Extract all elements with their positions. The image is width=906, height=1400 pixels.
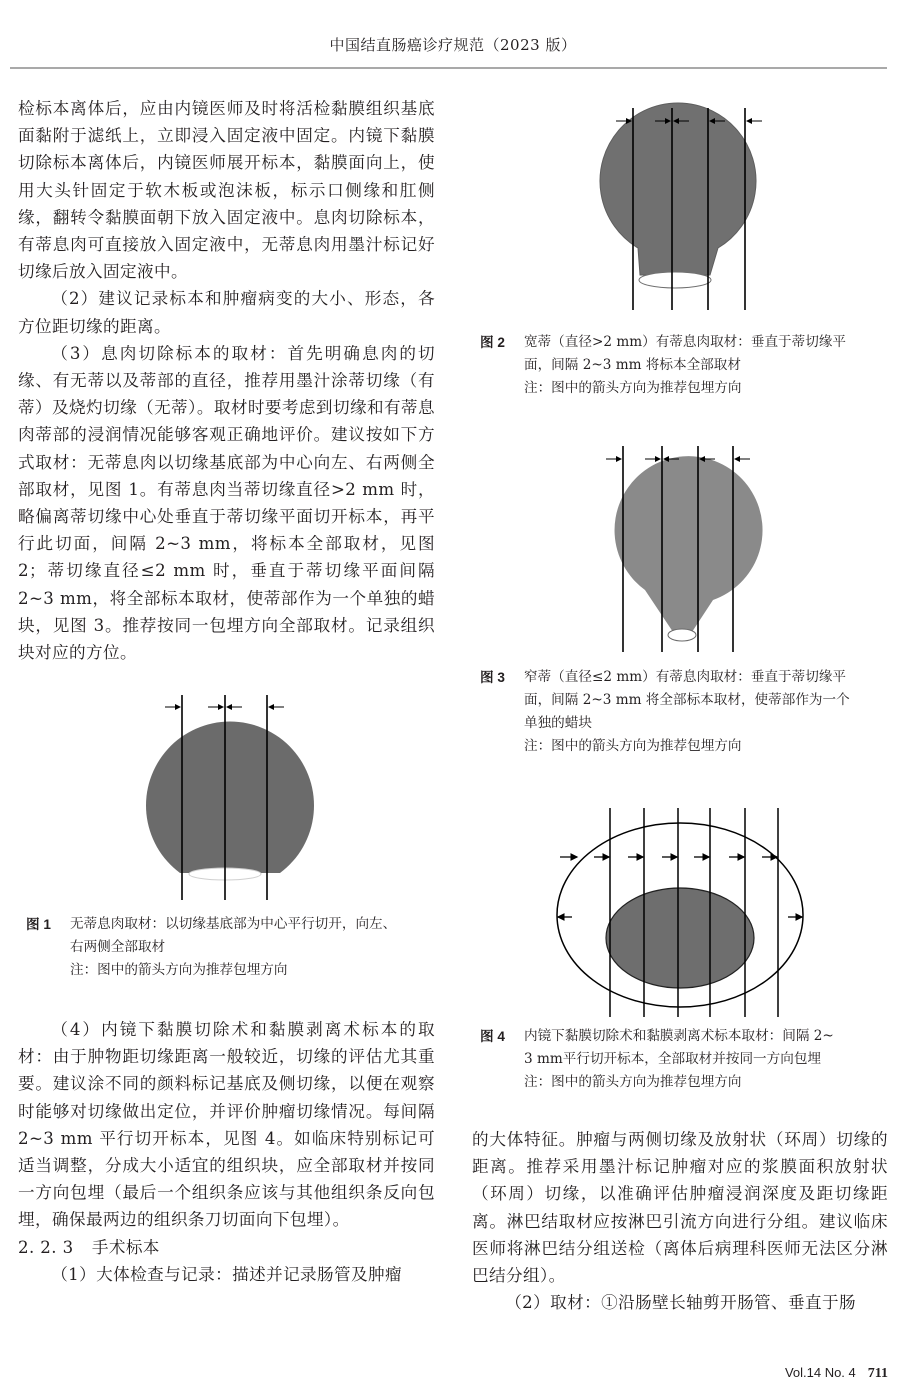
figure-3-diagram (595, 440, 770, 655)
left-column-bottom (18, 1016, 435, 1288)
sessile-polyp-shape (146, 722, 314, 873)
figure-note: 注：图中的箭头方向为推荐包埋方向 (70, 962, 288, 978)
caption-line: 右两侧全部取材 (70, 939, 166, 955)
paragraph-intro: 检标本离体后，应由内镜医师及时将活检黏膜组织基底面黏附于滤纸上，立即浸入固定液中固定。内镜下黏膜切除标本离体后，内镜医师展开标本，黏膜面向上，使用大头针固定于软木板或泡沫板，标示口侧缘和肛侧缘，翻转令黏膜面朝下放入固定液中。息肉切除标本，有蒂息肉可直接放入固定液中，无蒂息肉用墨汁标记好切缘后放入固定液中。 (18, 99, 435, 282)
figure-4-diagram (550, 805, 810, 1020)
figure-1-caption (26, 913, 436, 982)
caption-line: 单独的蜡块 (524, 715, 592, 731)
section-number: 2. 2. 3 (18, 1237, 74, 1257)
caption-line: 面，间隔 2~3 mm 将全部标本取材，使蒂部作为一个 (524, 692, 850, 708)
page-number: 711 (867, 1366, 888, 1381)
figure-note: 注：图中的箭头方向为推荐包埋方向 (524, 738, 742, 754)
figure-note: 注：图中的箭头方向为推荐包埋方向 (524, 1074, 742, 1090)
figure-label: 图 1 (26, 917, 51, 932)
figure-label: 图 2 (480, 335, 505, 350)
caption-line: 3 mm平行切开标本，全部取材并按同一方向包埋 (524, 1051, 822, 1067)
caption-line: 宽蒂（直径>2 mm）有蒂息肉取材：垂直于蒂切缘平 (524, 334, 847, 350)
figure-label: 图 3 (480, 670, 505, 685)
paragraph-2: （2）建议记录标本和肿瘤病变的大小、形态，各方位距切缘的距离。 (18, 289, 435, 336)
figure-note: 注：图中的箭头方向为推荐包埋方向 (524, 380, 742, 396)
figure-2-caption (480, 331, 890, 400)
caption-line: 无蒂息肉取材：以切缘基底部为中心平行切开，向左、 (70, 916, 397, 932)
left-column-top (18, 95, 435, 666)
section-title: 手术标本 (91, 1237, 160, 1257)
journal-header-title: 中国结直肠癌诊疗规范（2023 版） (329, 36, 577, 54)
caption-line: 内镜下黏膜切除术和黏膜剥离术标本取材：间隔 2~ (524, 1028, 834, 1044)
figure-2-diagram (590, 100, 770, 315)
narrow-stalk-polyp-shape (615, 456, 763, 635)
caption-line: 面，间隔 2~3 mm 将标本全部取材 (524, 357, 741, 373)
figure-3-caption (480, 666, 890, 758)
figure-4-caption (480, 1025, 890, 1094)
section-heading (18, 1234, 435, 1261)
page-footer (785, 1365, 888, 1382)
figure-1-diagram (130, 690, 330, 910)
paragraph-3: （3）息肉切除标本的取材：首先明确息肉的切缘、有无蒂以及蒂部的直径，推荐用墨汁涂蒂切缘（有蒂）及烧灼切缘（无蒂）。取材时要考虑到切缘和有蒂息肉蒂部的浸润情况能够客观正确地评价。建议按如下方式取材：无蒂息肉以切缘基底部为中心向左、右两侧全部取材，见图 1。有蒂息肉当蒂切缘直径>2 mm 时，略偏离蒂切缘中心处垂直于蒂切缘平面切开标本，再平行此切面，间隔 2~3 mm，将标本全部取材，见图 2；蒂切缘直径≤2 mm 时，垂直于蒂切缘平面间隔 2~3 mm，将全部标本取材，使蒂部作为一个单独的蜡块，见图 3。推荐按同一包埋方向全部取材。记录组织块对应的方位。 (18, 343, 435, 663)
caption-line: 窄蒂（直径≤2 mm）有蒂息肉取材：垂直于蒂切缘平 (524, 669, 847, 685)
paragraph-6: （2）取材：①沿肠壁长轴剪开肠管、垂直于肠 (505, 1293, 857, 1313)
volume-issue: Vol.14 No. 4 (784, 1365, 856, 1380)
header-rule (10, 67, 887, 69)
stalk-cut-ellipse (639, 272, 711, 288)
paragraph-5: （1）大体检查与记录：描述并记录肠管及肿瘤 (51, 1264, 403, 1284)
broad-stalk-polyp-shape (600, 103, 756, 275)
paragraph-continued: 的大体特征。肿瘤与两侧切缘及放射状（环周）切缘的距离。推荐采用墨汁标记肿瘤对应的浆膜面积放射状（环周）切缘，以准确评估肿瘤浸润深度及距切缘距离。淋巴结取材应按淋巴引流方向进行分组。建议临床医师将淋巴结分组送检（离体后病理科医师无法区分淋巴结分组）。 (472, 1130, 888, 1286)
stalk-cut-ellipse (668, 629, 696, 641)
tumor-ellipse (606, 888, 754, 988)
figure-label: 图 4 (480, 1029, 505, 1044)
right-column-bottom (472, 1126, 888, 1316)
paragraph-4: （4）内镜下黏膜切除术和黏膜剥离术标本的取材：由于肿物距切缘距离一般较近，切缘的评估尤其重要。建议涂不同的颜料标记基底及侧切缘，以便在观察时能够对切缘做出定位，并评价肿瘤切缘情况。每间隔 2~3 mm 平行切开标本，见图 4。如临床特别标记可适当调整，分成大小适宜的组织块，应全部取材并按同一方向包埋（最后一个组织条应该与其他组织条反向包埋，确保最两边的组织条刀切面向下包埋）。 (18, 1020, 435, 1230)
